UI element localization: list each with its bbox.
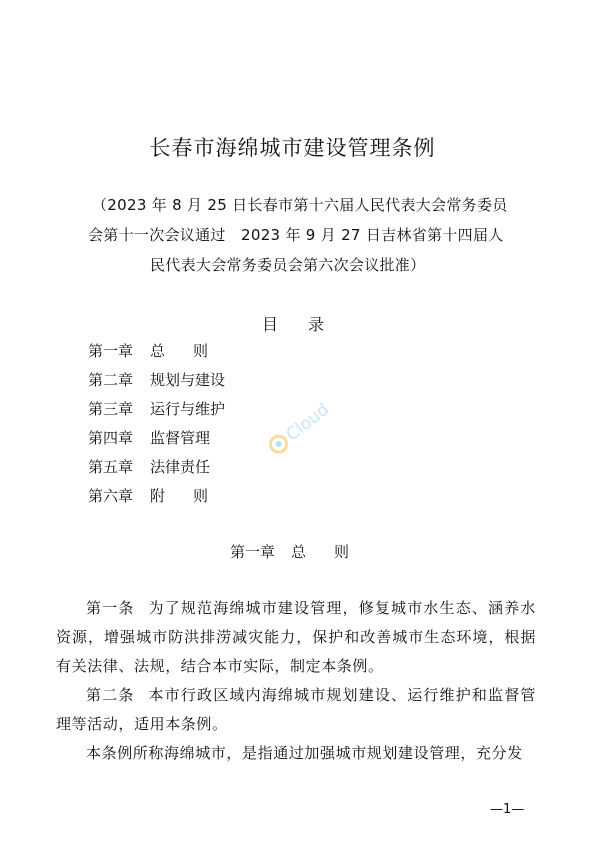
document-title: 长春市海绵城市建设管理条例 xyxy=(149,136,436,160)
toc-item-title: 规划与建设 xyxy=(150,371,226,389)
chapter-heading xyxy=(230,541,377,562)
toc-item xyxy=(88,398,225,419)
toc-item-number: 第四章 xyxy=(88,429,134,447)
chapter-number: 第一章 xyxy=(230,543,276,561)
chapter-title: 总则 xyxy=(291,543,378,561)
toc-item-title: 运行与维护 xyxy=(150,400,226,418)
article-paragraph xyxy=(56,739,536,768)
toc-item-number: 第二章 xyxy=(88,371,134,389)
article-text: 为了规范海绵城市建设管理，修复城市水生态、涵养水资源，增强城市防洪排涝减灾能力，保护和改善城市生态环境，根据有关法律、法规，结合本市实际，制定本条例。 xyxy=(56,599,536,675)
toc-item-title: 附则 xyxy=(150,487,237,505)
toc-item-number: 第五章 xyxy=(88,458,134,476)
toc-item-number: 第六章 xyxy=(88,487,134,505)
toc-heading: 目录 xyxy=(262,315,355,334)
article-number: 第二条 xyxy=(86,686,135,704)
page-number: —1— xyxy=(490,802,525,817)
approval-line-3: 民代表大会常务委员会第六次会议批准） xyxy=(150,256,426,274)
toc-item xyxy=(88,340,236,361)
toc-item-number: 第一章 xyxy=(88,342,134,360)
article-text: 本市行政区域内海绵城市规划建设、运行维护和监督管理等活动，适用本条例。 xyxy=(56,686,536,733)
article-paragraph xyxy=(56,594,536,681)
toc-item xyxy=(88,456,210,477)
article-paragraph xyxy=(56,681,536,739)
cloud-logo-icon xyxy=(258,380,348,470)
toc-item-title: 法律责任 xyxy=(150,458,211,476)
watermark-text: Cloud xyxy=(282,399,334,446)
approval-line-2: 会第十一次会议通过 2023 年 9 月 27 日吉林省第十四届人 xyxy=(88,226,504,244)
toc-item xyxy=(88,485,236,506)
toc-item-title: 监督管理 xyxy=(150,429,211,447)
toc-item xyxy=(88,369,225,390)
toc-item-number: 第三章 xyxy=(88,400,134,418)
toc-item-title: 总则 xyxy=(150,342,237,360)
article-text: 本条例所称海绵城市，是指通过加强城市规划建设管理，充分发 xyxy=(86,744,523,762)
article-number: 第一条 xyxy=(86,599,135,617)
toc-item xyxy=(88,427,210,448)
approval-line-1: （2023 年 8 月 25 日长春市第十六届人民代表大会常务委员 xyxy=(92,196,508,214)
